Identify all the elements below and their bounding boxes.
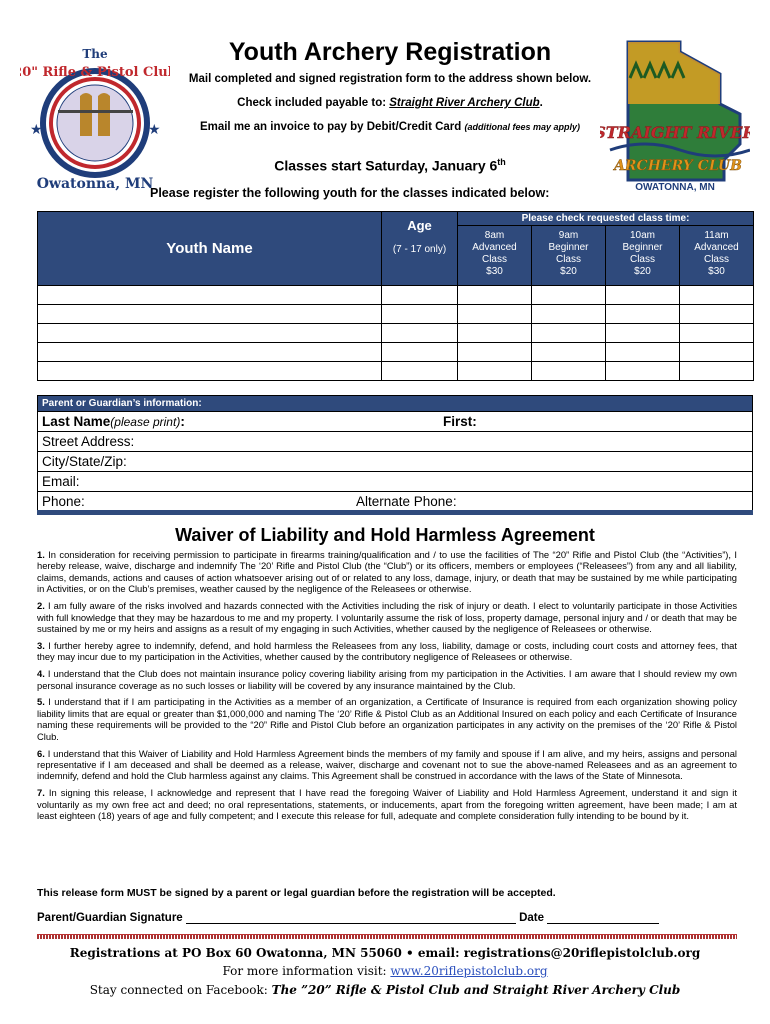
classes-start-sup: th bbox=[497, 157, 506, 167]
signature-line bbox=[37, 911, 659, 924]
paragraph-text: In consideration for receiving permission to participate in firearms training/qualification and / to use the facilities of The “20” Rifle and Pistol Club (the “Activities”), I hereby release, waive, discharge and indemnify The ‘20’ Rifle and Pistol Club (the “Club”) or its officers, members or employees (“Releasees”) from any and all liability, claims, demands, actions and causes of action whatsoever arising out of or related to any loss, damage, injury, or death that may be sustained by me while participating in Activities, or on the Club’s premises, weather caused by the negligence of the Releasees or otherwise. bbox=[37, 549, 738, 595]
phone-row[interactable] bbox=[38, 492, 752, 511]
alt-phone-label: Alternate Phone: bbox=[356, 494, 457, 509]
footer-facebook bbox=[0, 983, 770, 997]
street-label: Street Address: bbox=[42, 434, 135, 449]
street-row[interactable] bbox=[38, 432, 752, 452]
class-9am-checkbox[interactable] bbox=[532, 362, 606, 381]
waiver-paragraph bbox=[37, 600, 737, 634]
paragraph-text: I understand that the Club does not maintain insurance policy covering liability arising from my participation in the Activities. I am aware that I should review my own personal insurance coverage as no such losses or liability will be covered by any insurance maintained by the Club. bbox=[37, 668, 737, 691]
age-field[interactable] bbox=[382, 362, 458, 381]
invoice-main: Email me an invoice to pay by Debit/Credit Card bbox=[199, 121, 465, 133]
city-row[interactable] bbox=[38, 452, 752, 472]
rifle-pistol-club-logo bbox=[20, 38, 170, 198]
class-level: Advanced bbox=[472, 242, 517, 253]
date-field[interactable] bbox=[547, 911, 659, 924]
website-prefix: For more information visit: bbox=[222, 964, 391, 978]
paragraph-text: I further hereby agree to indemnify, defend, and hold harmless the Releasees from any loss, liability, damage or costs, including court costs and attorney fees, that they may incur due to my participation in the Activities, whether caused by the contributory negligence of Releasees or otherwise. bbox=[37, 639, 737, 663]
last-name-hint: (please print) bbox=[110, 415, 181, 429]
paragraph-number: 6. bbox=[37, 747, 45, 759]
class-9am-checkbox[interactable] bbox=[532, 343, 606, 362]
class-level: Advanced bbox=[694, 242, 739, 253]
svg-text:20" Rifle & Pistol Club: 20" Rifle & Pistol Club bbox=[20, 65, 170, 80]
class-header-9am bbox=[532, 226, 606, 286]
paragraph-number: 2. bbox=[37, 600, 45, 612]
class-price: $20 bbox=[560, 266, 577, 277]
waiver-paragraph bbox=[37, 668, 737, 691]
class-time: 11am bbox=[704, 230, 729, 241]
waiver-paragraph bbox=[37, 549, 737, 595]
age-field[interactable] bbox=[382, 324, 458, 343]
svg-text:★: ★ bbox=[148, 121, 161, 137]
class-11am-checkbox[interactable] bbox=[680, 286, 754, 305]
parent-section-bar bbox=[37, 510, 753, 515]
invoice-instruction bbox=[110, 121, 670, 133]
payee-name: Straight River Archery Club bbox=[389, 97, 540, 109]
registration-table bbox=[37, 211, 754, 381]
class-time-header: Please check requested class time: bbox=[458, 212, 754, 226]
page-title: Youth Archery Registration bbox=[228, 38, 552, 66]
paragraph-text: I am fully aware of the risks involved and hazards connected with the Activities including the risk of injury or death. I elect to voluntarily participate in those Activities with full knowledge that they may be hazardous to me and my property. I voluntarily assume the risk of loss, property damage, personal injury and / or death that may be sustained by me or my heirs and assigns as a result of my engaging in such Activities, whether caused by the negligence of Releasees or otherwise. bbox=[37, 600, 738, 634]
svg-text:The: The bbox=[82, 47, 108, 61]
class-9am-checkbox[interactable] bbox=[532, 305, 606, 324]
youth-name-field[interactable] bbox=[38, 343, 382, 362]
youth-row bbox=[38, 286, 754, 305]
class-10am-checkbox[interactable] bbox=[606, 362, 680, 381]
class-8am-checkbox[interactable] bbox=[458, 324, 532, 343]
age-header-cell bbox=[382, 212, 458, 286]
footer-address: Registrations at PO Box 60 Owatonna, MN 55060 • email: registrations@20riflepistolclub.org bbox=[69, 946, 701, 960]
paragraph-number: 7. bbox=[37, 787, 45, 799]
class-8am-checkbox[interactable] bbox=[458, 305, 532, 324]
class-header-8am bbox=[458, 226, 532, 286]
class-word: Class bbox=[703, 254, 729, 265]
last-name-label: Last Name bbox=[42, 414, 111, 429]
payable-suffix: . bbox=[539, 97, 543, 109]
youth-name-field[interactable] bbox=[38, 324, 382, 343]
class-time: 8am bbox=[484, 230, 505, 241]
class-header-11am bbox=[680, 226, 754, 286]
signature-label: Parent/Guardian Signature bbox=[37, 912, 183, 924]
youth-name-field[interactable] bbox=[38, 305, 382, 324]
svg-text:Owatonna, MN: Owatonna, MN bbox=[36, 176, 154, 192]
payable-prefix: Check included payable to: bbox=[237, 97, 390, 109]
age-header: Age bbox=[407, 218, 432, 233]
class-11am-checkbox[interactable] bbox=[680, 343, 754, 362]
date-label: Date bbox=[519, 912, 545, 924]
class-word: Class bbox=[629, 254, 655, 265]
class-price: $20 bbox=[634, 266, 651, 277]
classes-start bbox=[210, 157, 570, 174]
class-8am-checkbox[interactable] bbox=[458, 286, 532, 305]
youth-name-header: Youth Name bbox=[38, 212, 382, 286]
paragraph-number: 4. bbox=[37, 668, 45, 680]
must-sign-notice: This release form MUST be signed by a parent or legal guardian before the registration will be accepted. bbox=[37, 887, 556, 899]
age-field[interactable] bbox=[382, 286, 458, 305]
age-field[interactable] bbox=[382, 305, 458, 324]
class-8am-checkbox[interactable] bbox=[458, 362, 532, 381]
classes-start-text: Classes start Saturday, January 6 bbox=[274, 157, 498, 174]
class-time: 10am bbox=[629, 230, 655, 241]
age-field[interactable] bbox=[382, 343, 458, 362]
footer-website bbox=[0, 964, 770, 978]
svg-text:ARCHERY CLUB: ARCHERY CLUB bbox=[614, 158, 742, 174]
class-word: Class bbox=[555, 254, 581, 265]
paragraph-number: 1. bbox=[37, 549, 45, 560]
class-header-10am bbox=[606, 226, 680, 286]
invoice-fee-note: (additional fees may apply) bbox=[464, 122, 581, 132]
youth-row bbox=[38, 305, 754, 324]
footer-divider bbox=[37, 934, 737, 939]
phone-label: Phone: bbox=[42, 494, 85, 509]
paragraph-text: I understand that if I am participating in the Activities as a member of an organization, a Certificate of Insurance is required from each organization showing policy liability limits that are equal or greater than $1,000,000 and naming The ‘20’ Rifle & Pistol Club as an Additional Insured on each policy and each Certificate of Insurance naming these requirements will be provided to the “20” Rifle and Pistol Club before an organization participates in any activity on the premises of the ‘20’ Rifle & Pistol Club. bbox=[37, 696, 737, 742]
mail-instruction: Mail completed and signed registration form to the address shown below. bbox=[188, 73, 592, 85]
parent-info-section bbox=[37, 395, 753, 512]
paragraph-number: 5. bbox=[37, 696, 45, 708]
city-label: City/State/Zip: bbox=[42, 454, 127, 469]
waiver-paragraph bbox=[37, 787, 737, 821]
signature-field[interactable] bbox=[186, 911, 516, 924]
waiver-paragraph bbox=[37, 696, 737, 742]
waiver-text bbox=[37, 549, 737, 827]
svg-text:★: ★ bbox=[30, 121, 43, 137]
waiver-paragraph bbox=[37, 748, 737, 782]
class-10am-checkbox[interactable] bbox=[606, 324, 680, 343]
youth-row bbox=[38, 343, 754, 362]
email-row[interactable] bbox=[38, 472, 752, 492]
class-10am-checkbox[interactable] bbox=[606, 305, 680, 324]
class-9am-checkbox[interactable] bbox=[532, 286, 606, 305]
email-label: Email: bbox=[42, 474, 80, 489]
youth-row bbox=[38, 362, 754, 381]
class-11am-checkbox[interactable] bbox=[680, 305, 754, 324]
waiver-title: Waiver of Liability and Hold Harmless Agreement bbox=[175, 525, 595, 545]
class-11am-checkbox[interactable] bbox=[680, 362, 754, 381]
age-note: (7 - 17 only) bbox=[392, 244, 447, 255]
facebook-prefix: Stay connected on Facebook: bbox=[89, 983, 272, 997]
class-level: Beginner bbox=[548, 242, 589, 253]
waiver-paragraph bbox=[37, 640, 737, 663]
last-name-row[interactable] bbox=[38, 412, 752, 432]
youth-row bbox=[38, 324, 754, 343]
first-name-label: First: bbox=[443, 414, 477, 429]
svg-text:OWATONNA, MN: OWATONNA, MN bbox=[635, 182, 715, 193]
class-time: 9am bbox=[558, 230, 579, 241]
website-link[interactable]: www.20riflepistolclub.org bbox=[390, 964, 548, 978]
class-10am-checkbox[interactable] bbox=[606, 343, 680, 362]
class-10am-checkbox[interactable] bbox=[606, 286, 680, 305]
facebook-names: The ”20” Rifle & Pistol Club and Straight River Archery Club bbox=[271, 983, 681, 997]
class-8am-checkbox[interactable] bbox=[458, 343, 532, 362]
class-price: $30 bbox=[708, 266, 725, 277]
parent-info-header: Parent or Guardian’s information: bbox=[38, 396, 752, 412]
svg-text:STRAIGHT RIVER: STRAIGHT RIVER bbox=[600, 123, 750, 142]
class-11am-checkbox[interactable] bbox=[680, 324, 754, 343]
youth-name-field[interactable] bbox=[38, 362, 382, 381]
paragraph-number: 3. bbox=[37, 639, 45, 651]
class-word: Class bbox=[481, 254, 507, 265]
payable-instruction bbox=[110, 97, 670, 109]
class-level: Beginner bbox=[622, 242, 663, 253]
register-instruction: Please register the following youth for the classes indicated below: bbox=[150, 186, 550, 200]
class-9am-checkbox[interactable] bbox=[532, 324, 606, 343]
paragraph-text: In signing this release, I acknowledge and represent that I have read the foregoing Waiver of Liability and Hold Harmless Agreement, understand it and sign it voluntarily as my own free act and deed; no oral representations, statements, or inducements, apart from the foregoing written agreement, have been made; I am at least eighteen (18) years of age and fully competent; and I execute this release for full, adequate and complete consideration fully intending to be bound by it. bbox=[37, 787, 737, 822]
paragraph-text: I understand that this Waiver of Liability and Hold Harmless Agreement binds the members of my family and spouse if I am alive, and my heirs, assigns and personal representative if I am deceased and shall be deemed as a release, waiver, discharge and covenant not to sue the above-named Releasees and as an agreement to indemnify, defend and hold the Club harmless against any claims. This Agreement shall be construed in accordance with the laws of the State of Minnesota. bbox=[37, 747, 737, 782]
class-price: $30 bbox=[486, 266, 503, 277]
last-name-colon: : bbox=[180, 414, 185, 429]
youth-name-field[interactable] bbox=[38, 286, 382, 305]
